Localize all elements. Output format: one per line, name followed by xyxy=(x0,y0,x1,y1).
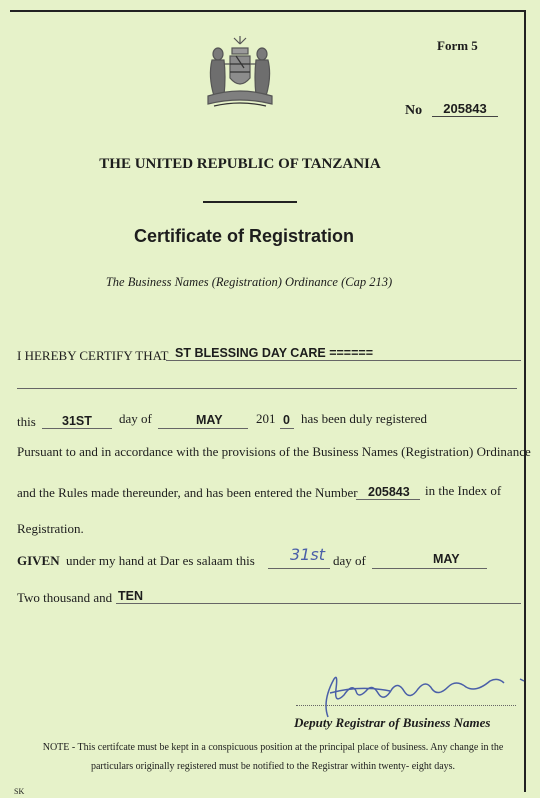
given-month: MAY xyxy=(433,552,460,566)
entered-number: 205843 xyxy=(368,485,410,499)
pursuant-text: Pursuant to and in accordance with the provisions of the Business Names (Registration) Ordinance xyxy=(17,444,531,459)
given-label: GIVEN xyxy=(17,553,60,568)
given-month-line xyxy=(372,568,487,569)
thousand-line xyxy=(116,603,521,604)
this-label: this xyxy=(17,414,36,429)
thousand-text: Two thousand and xyxy=(17,590,113,605)
month-line xyxy=(158,428,248,429)
footer-mark: SK xyxy=(14,787,25,796)
rules-text: and the Rules made thereunder, and has been entered the Number xyxy=(17,485,358,500)
day-line xyxy=(42,428,112,429)
certificate-number: 205843 xyxy=(432,101,498,117)
index-text: in the Index of xyxy=(425,483,502,498)
year-prefix: 201 xyxy=(256,411,276,426)
ordinance-subtitle: The Business Names (Registration) Ordinance (Cap 213) xyxy=(105,275,393,289)
blank-line xyxy=(17,388,517,389)
certificate-title: Certificate of Registration xyxy=(133,226,355,246)
year-line xyxy=(280,428,294,429)
certify-prefix: I HEREBY CERTIFY THAT xyxy=(17,348,169,363)
signatory-title: Deputy Registrar of Business Names xyxy=(294,715,491,730)
signature-line xyxy=(296,705,516,706)
thousand-value: TEN xyxy=(118,589,143,603)
entered-number-line xyxy=(356,499,420,500)
month-value: MAY xyxy=(196,413,223,427)
certificate-note: NOTE - This certifcate must be kept in a conspicuous position at the principal place of business. Any change in the particulars originally registered must be notified to the Registrar within twenty- eight days. xyxy=(42,742,504,772)
given-day-handwritten: 31st xyxy=(290,545,325,564)
given-day-line xyxy=(268,568,330,569)
country-heading: THE UNITED REPUBLIC OF TANZANIA xyxy=(99,156,381,172)
business-name: ST BLESSING DAY CARE ====== xyxy=(175,346,373,360)
given-day-of-label: day of xyxy=(333,553,366,568)
registered-text: has been duly registered xyxy=(301,411,427,426)
day-of-label: day of xyxy=(119,411,152,426)
given-text: under my hand at Dar es salaam this xyxy=(66,553,255,568)
heading-divider xyxy=(203,201,297,203)
number-label: No xyxy=(405,103,423,118)
year-digit: 0 xyxy=(283,413,290,427)
coat-of-arms-icon xyxy=(200,34,280,110)
registration-text: Registration. xyxy=(17,521,84,536)
form-label: Form 5 xyxy=(437,38,478,53)
day-value: 31ST xyxy=(62,414,92,428)
business-name-line xyxy=(166,360,521,361)
